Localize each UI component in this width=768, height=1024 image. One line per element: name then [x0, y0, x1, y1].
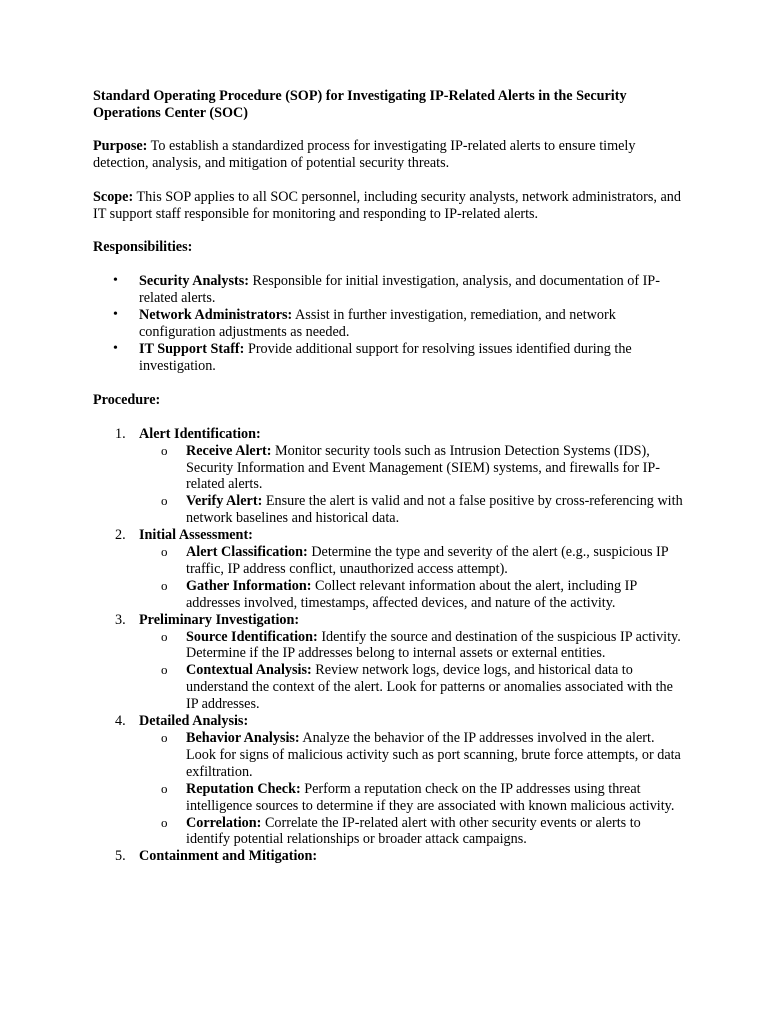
- responsibility-label: Network Administrators:: [139, 307, 293, 324]
- circle-bullet-icon: o: [161, 544, 168, 560]
- circle-bullet-icon: o: [161, 577, 168, 593]
- bullet-icon: •: [113, 273, 118, 289]
- substep-item: [139, 781, 683, 815]
- substep-label: Behavior Analysis:: [186, 730, 300, 746]
- step-number: 4.: [115, 713, 126, 730]
- step-title: Initial Assessment:: [139, 527, 253, 544]
- circle-bullet-icon: o: [161, 730, 168, 745]
- procedure-step: [93, 713, 683, 848]
- substep-text: Monitor security tools such as Intrusion Detection Systems (IDS), Security Information and Event Management (SIEM) systems, and firewalls for IP-related alerts.: [186, 442, 660, 493]
- circle-bullet-icon: o: [161, 442, 168, 458]
- substep-label: Receive Alert:: [186, 442, 272, 459]
- procedure-step: [93, 426, 683, 527]
- substep-item: [139, 730, 683, 781]
- substep-text: Ensure the alert is valid and not a false positive by cross-referencing with network baselines and historical data.: [186, 493, 683, 527]
- substep-item: [139, 662, 683, 713]
- circle-bullet-icon: o: [161, 662, 168, 678]
- substep-label: Reputation Check:: [186, 780, 301, 797]
- step-number: 5.: [115, 848, 126, 865]
- substep-item: [139, 578, 683, 612]
- step-title: Containment and Mitigation:: [139, 848, 318, 865]
- substep-text: Correlate the IP-related alert with other security events or alerts to identify potential relationships or broader attack campaigns.: [186, 814, 641, 848]
- step-title: Detailed Analysis:: [139, 713, 249, 730]
- substep-text: Identify the source and destination of the suspicious IP activity. Determine if the IP addresses belong to internal assets or external entities.: [186, 628, 681, 662]
- step-substeps: [139, 544, 683, 612]
- substep-text: Perform a reputation check on the IP addresses using threat intelligence sources to determine if they are associated with known malicious activity.: [186, 780, 675, 814]
- circle-bullet-icon: o: [161, 780, 168, 796]
- scope-text: This SOP applies to all SOC personnel, including security analysts, network administrators, and IT support staff responsible for monitoring and responding to IP-related alerts.: [93, 188, 681, 222]
- step-substeps: [139, 443, 683, 528]
- step-number: 1.: [115, 425, 126, 442]
- purpose-text: To establish a standardized process for investigating IP-related alerts to ensure timely detection, analysis, and mitigation of potential security threats.: [93, 137, 636, 171]
- responsibility-text: Assist in further investigation, remediation, and network configuration adjustments as needed.: [139, 307, 616, 341]
- substep-item: [139, 544, 683, 578]
- scope-paragraph: [93, 189, 683, 223]
- substep-text: Determine the type and severity of the alert (e.g., suspicious IP traffic, IP address conflict, unauthorized access attempt).: [186, 544, 669, 577]
- document-title: Standard Operating Procedure (SOP) for Investigating IP-Related Alerts in the Security Operations Center (SOC): [93, 88, 627, 121]
- document-body: [93, 88, 683, 865]
- step-substeps: [139, 629, 683, 714]
- procedure-step: [93, 527, 683, 612]
- substep-label: Source Identification:: [186, 628, 318, 645]
- circle-bullet-icon: o: [161, 814, 168, 830]
- responsibility-text: Responsible for initial investigation, analysis, and documentation of IP-related alerts.: [139, 273, 660, 307]
- purpose-paragraph: [93, 138, 683, 172]
- substep-item: [139, 443, 683, 494]
- substep-text: Analyze the behavior of the IP addresses involved in the alert. Look for signs of malicious activity such as port scanning, brute force attempts, or data exfiltration.: [186, 730, 681, 780]
- responsibility-label: Security Analysts:: [139, 273, 249, 290]
- procedure-heading: Procedure:: [93, 391, 161, 408]
- scope-label: Scope:: [93, 188, 134, 205]
- responsibilities-list: [93, 273, 683, 374]
- responsibility-label: IT Support Staff:: [139, 340, 245, 357]
- substep-label: Contextual Analysis:: [186, 662, 312, 679]
- bullet-icon: •: [113, 340, 118, 356]
- procedure-step: [93, 848, 683, 865]
- step-number: 3.: [115, 611, 126, 628]
- substep-text: Review network logs, device logs, and historical data to understand the context of the alert. Look for patterns or anomalies associated with the IP addresses.: [186, 662, 673, 713]
- substep-label: Correlation:: [186, 814, 262, 831]
- substep-label: Verify Alert:: [186, 493, 263, 510]
- substep-label: Alert Classification:: [186, 544, 308, 561]
- step-number: 2.: [115, 527, 126, 544]
- substep-item: [139, 493, 683, 527]
- step-title: Alert Identification:: [139, 425, 261, 442]
- responsibility-item: [93, 307, 683, 341]
- substep-item: [139, 815, 683, 849]
- bullet-icon: •: [113, 307, 118, 323]
- procedure-step: [93, 612, 683, 713]
- substep-item: [139, 629, 683, 663]
- responsibilities-heading: Responsibilities:: [93, 239, 193, 256]
- responsibility-item: [93, 341, 683, 375]
- step-substeps: [139, 730, 683, 848]
- responsibility-text: Provide additional support for resolving issues identified during the investigation.: [139, 340, 632, 374]
- substep-text: Collect relevant information about the alert, including IP addresses involved, timestamps, affected devices, and nature of the activity.: [186, 577, 637, 611]
- step-title: Preliminary Investigation:: [139, 611, 300, 628]
- circle-bullet-icon: o: [161, 493, 168, 509]
- purpose-label: Purpose:: [93, 137, 148, 154]
- procedure-steps: [93, 426, 683, 866]
- substep-label: Gather Information:: [186, 577, 312, 594]
- circle-bullet-icon: o: [161, 628, 168, 644]
- responsibility-item: [93, 273, 683, 307]
